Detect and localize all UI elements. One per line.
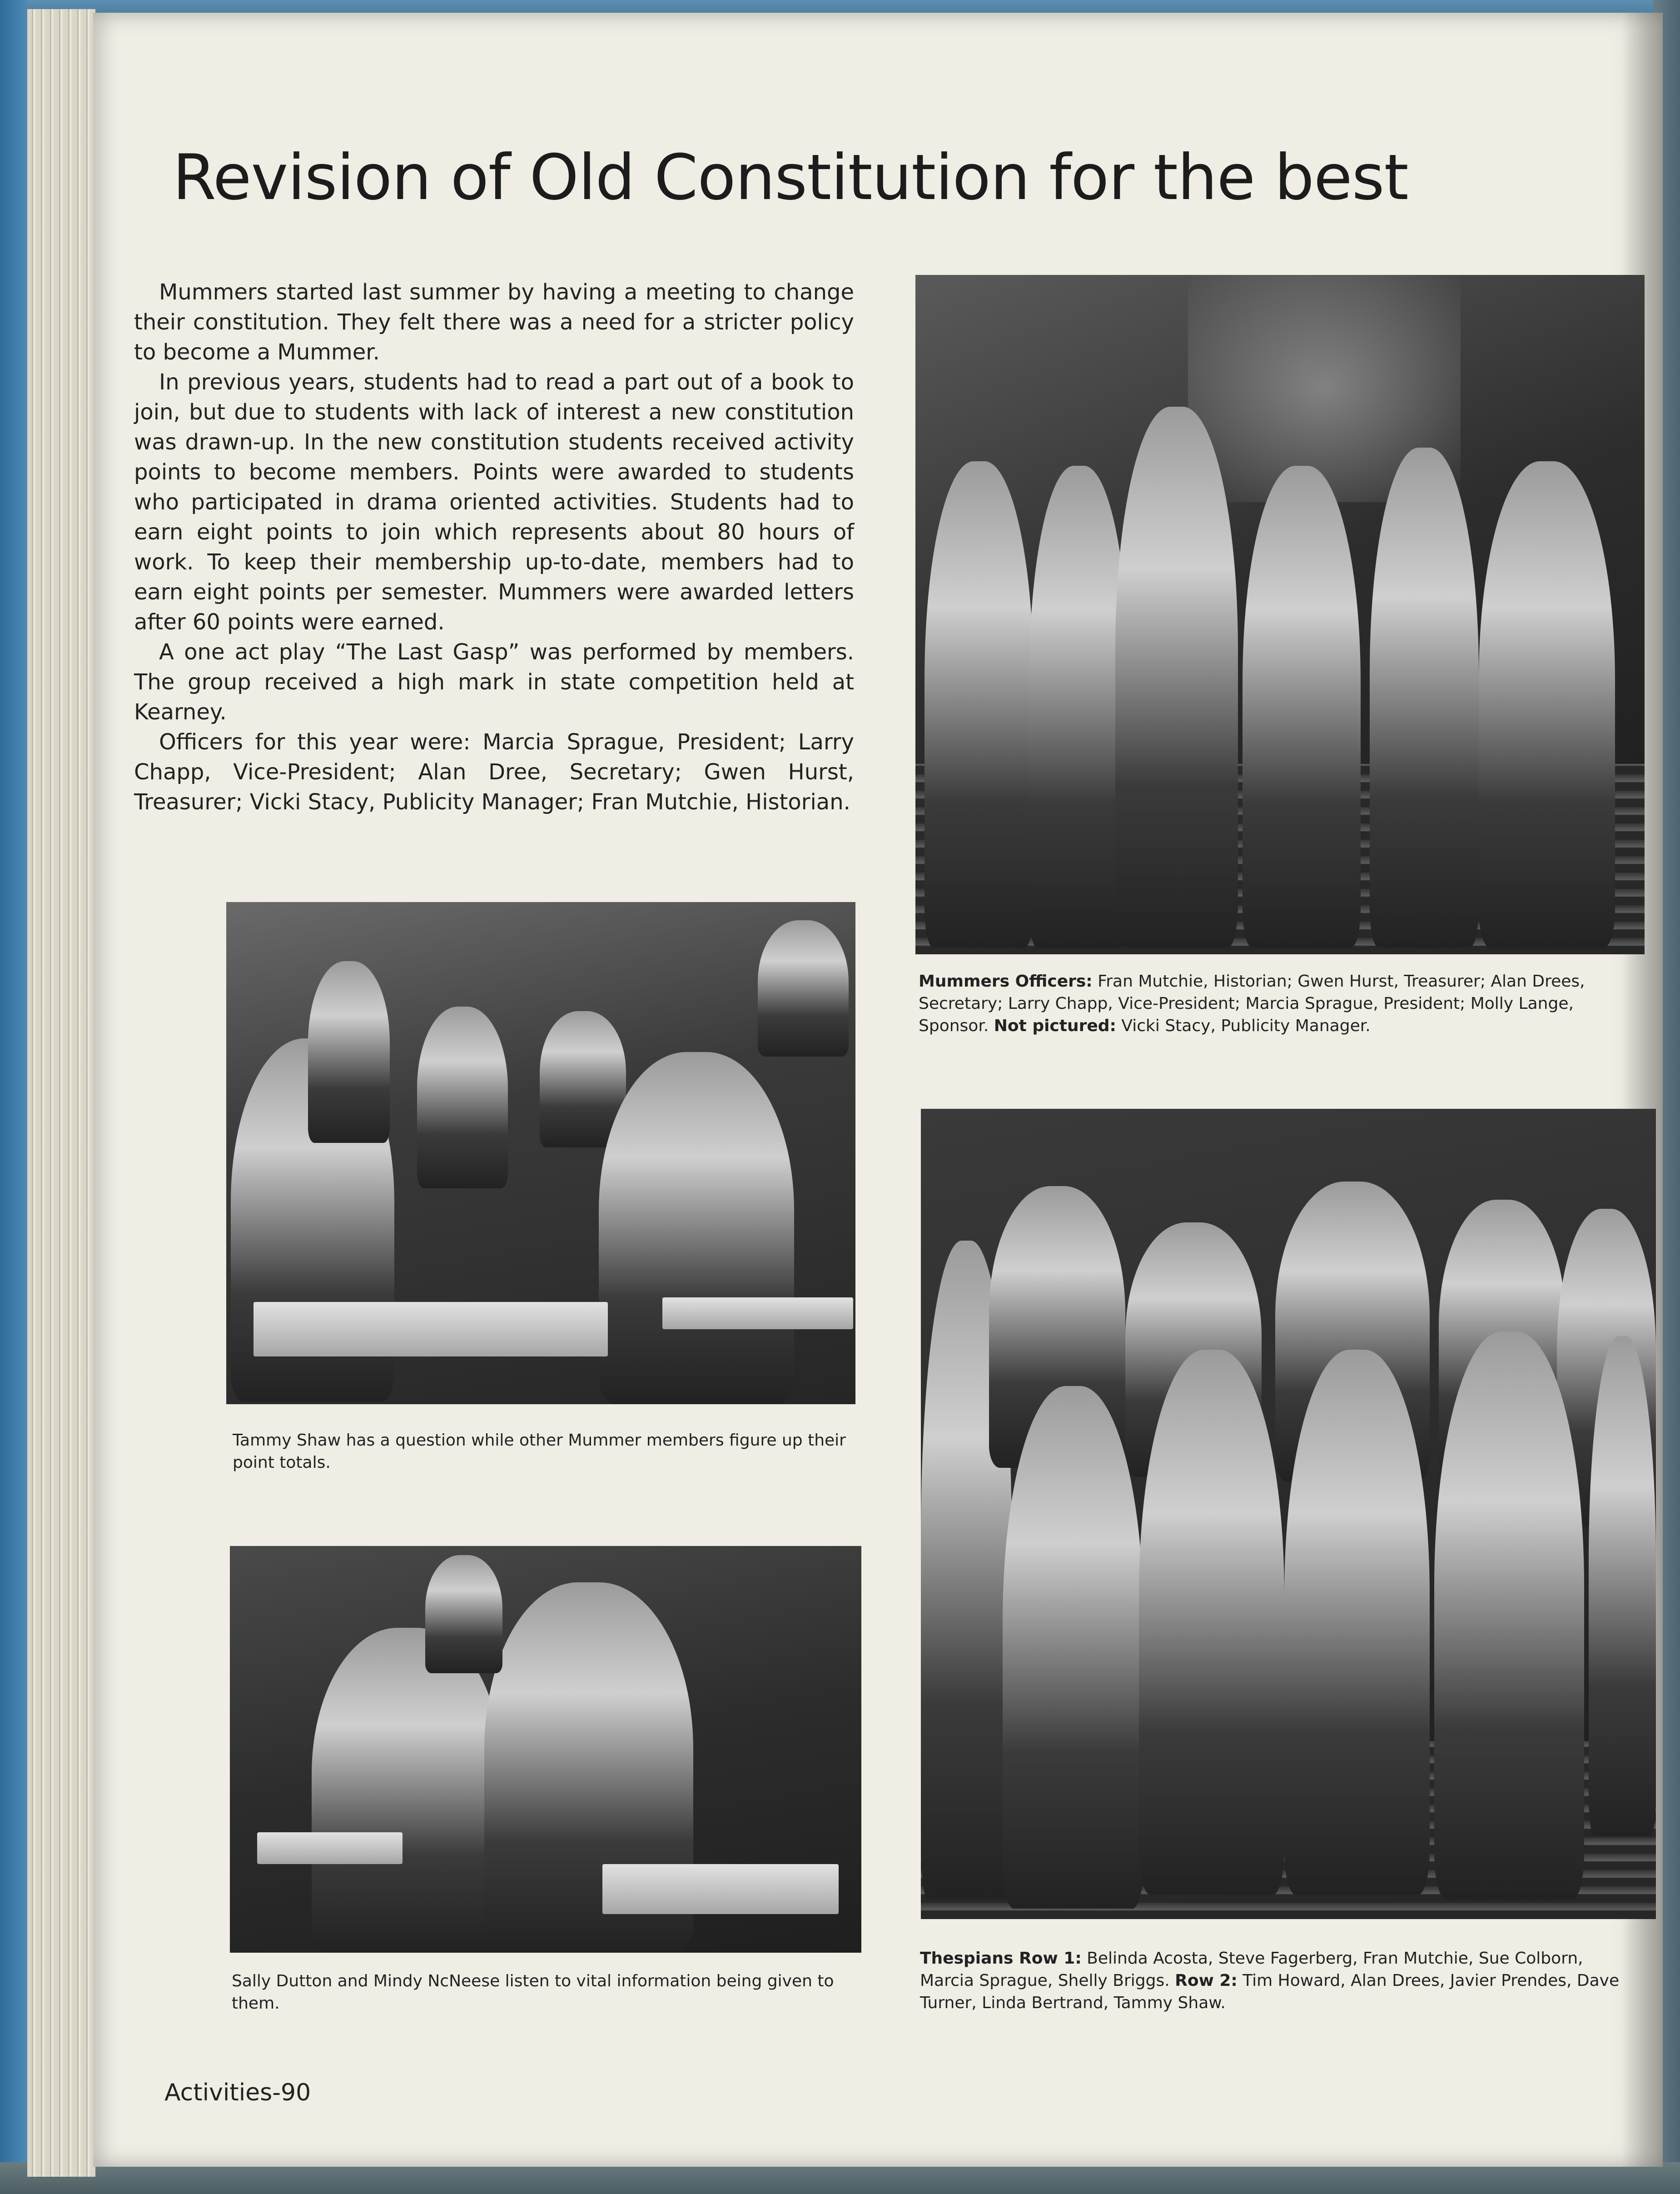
caption-tammy-shaw: Tammy Shaw has a question while other Mummer members figure up their point totals. xyxy=(233,1431,846,1472)
article-body xyxy=(134,277,854,817)
photo-person xyxy=(425,1555,502,1673)
photo-person xyxy=(1284,1350,1430,1895)
photo-person xyxy=(1479,461,1615,947)
photo-person xyxy=(1139,1350,1284,1895)
article-paragraph: A one act play “The Last Gasp” was performed by members. The group received a high mark in state competition held at Kearney. xyxy=(134,639,854,725)
photo-desk xyxy=(602,1864,839,1914)
book-edge-bottom xyxy=(0,2162,1680,2194)
page-headline: Revision of Old Constitution for the best xyxy=(173,141,1408,214)
photo-person xyxy=(312,1628,502,1953)
article-paragraph: Officers for this year were: Marcia Sprague, President; Larry Chapp, Vice-President; Alan Dree, Secretary; Gwen Hurst, Treasurer; Vicki Stacy, Publicity Manager; Fran Mutchie, Historian. xyxy=(134,729,854,815)
photo-person xyxy=(1370,448,1479,947)
photo-person xyxy=(758,920,849,1057)
page-edges xyxy=(27,9,95,2177)
photo-thespians xyxy=(921,1109,1656,1919)
page-folio: Activities-90 xyxy=(164,2079,311,2106)
article-paragraph: Mummers started last summer by having a meeting to change their constitution. They felt there was a need for a stricter policy to become a Mummer. xyxy=(134,279,854,365)
caption-text: Fran Mutchie, Historian; Gwen Hurst, Treasurer; Alan Drees, Secretary; Larry Chapp, Vice-President; Marcia Sprague, President; Molly Lange, Sponsor. xyxy=(919,972,1585,1035)
caption-sally-mindy: Sally Dutton and Mindy NcNeese listen to vital information being given to them. xyxy=(232,1972,834,2013)
caption-lead: Thespians Row 1: xyxy=(920,1949,1082,1968)
photo-person xyxy=(308,961,390,1143)
caption-mummers-officers xyxy=(919,970,1627,1037)
photo-person xyxy=(417,1007,508,1188)
caption-lead: Row 2: xyxy=(1175,1971,1238,1990)
photo-person xyxy=(1029,466,1129,947)
caption-text: Tim Howard, Alan Drees, Javier Prendes, Dave Turner, Linda Bertrand, Tammy Shaw. xyxy=(920,1971,1620,2012)
photo-desk xyxy=(253,1302,608,1356)
article-paragraph: In previous years, students had to read a part out of a book to join, but due to students with lack of interest a new constitution was drawn-up. In the new constitution students received activity points to become members. Points were awarded to students who participated in drama oriented activities. Students had to earn eight points to join which represents about 80 hours of work. To keep their membership up-to-date, members had to earn eight points per semester. Mummers were awarded letters after 60 points were earned. xyxy=(134,369,854,635)
photo-desk xyxy=(662,1297,853,1329)
caption-lead: Mummers Officers: xyxy=(919,972,1093,991)
book-cover-left xyxy=(0,0,27,2194)
photo-person xyxy=(1243,466,1361,947)
photo-desk xyxy=(257,1832,403,1864)
caption-text: Belinda Acosta, Steve Fagerberg, Fran Mutchie, Sue Colborn, Marcia Sprague, Shelly Briggs. xyxy=(920,1949,1583,1990)
photo-person xyxy=(1115,407,1238,947)
caption-lead: Not pictured: xyxy=(994,1017,1116,1035)
photo-person xyxy=(1589,1336,1656,1836)
photo-sally-mindy xyxy=(230,1546,861,1953)
photo-person xyxy=(924,461,1034,947)
caption-thespians xyxy=(920,1947,1640,2014)
photo-person xyxy=(1434,1331,1584,1900)
caption-text: Vicki Stacy, Publicity Manager. xyxy=(1116,1017,1371,1035)
photo-person xyxy=(1003,1386,1143,1909)
photo-tammy-shaw xyxy=(226,902,855,1404)
photo-mummers-officers xyxy=(915,275,1645,954)
photo-person xyxy=(599,1052,794,1404)
